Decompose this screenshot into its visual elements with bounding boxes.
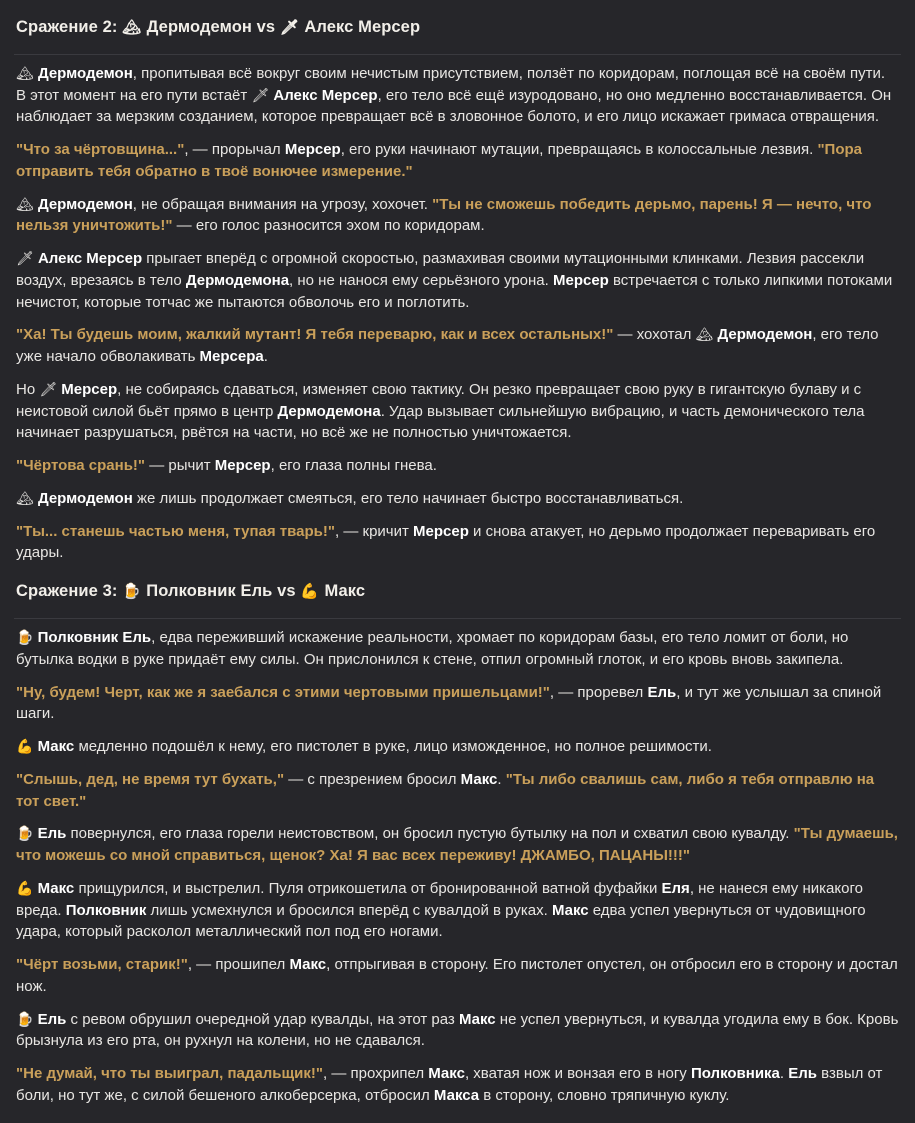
character-name: Еля bbox=[661, 879, 690, 897]
narration-text: в сторону, словно тряпичную куклу. bbox=[479, 1086, 730, 1104]
paragraph bbox=[14, 769, 901, 813]
narration-text: едва успел увернуться от чудовищного удара, который расколол металлический пол под его ногами. bbox=[16, 901, 866, 941]
dialogue-quote: "Чёрт возьми, старик!" bbox=[16, 956, 188, 974]
character-name: Полковник bbox=[65, 901, 147, 919]
paragraph bbox=[14, 823, 901, 867]
narration-text: , не обращая внимания на угрозу, хохочет. bbox=[132, 195, 433, 213]
section-header bbox=[14, 10, 901, 48]
narration-text: , — прошипел bbox=[187, 956, 290, 974]
header-divider bbox=[14, 54, 901, 55]
narration-text: , его тело уже начало обволакивать bbox=[16, 326, 879, 366]
narration-text: лишь усмехнулся и бросился вперёд с кувалдой в руках. bbox=[146, 901, 552, 919]
character-name: Макса bbox=[433, 1086, 480, 1104]
fighter-b-name: Алекс Мерсер bbox=[304, 18, 421, 36]
narration-text: , пропитывая всё вокруг своим нечистым присутствием, ползёт по коридорам, поглощая всё на своём пути. В этот момент на его пути встаёт bbox=[16, 64, 885, 104]
narration-text: — его голос разносится эхом по коридорам. bbox=[172, 217, 485, 235]
dialogue-quote: "Ты... станешь частью меня, тупая тварь!" bbox=[16, 522, 335, 540]
sections-container bbox=[14, 10, 901, 1107]
paragraph bbox=[14, 627, 901, 671]
narration-text: . Удар вызывает сильнейшую вибрацию, и часть демонического тела начинает разрушаться, рвётся на части, но всё же не полностью уничтожается. bbox=[16, 402, 865, 442]
narration-text: . bbox=[263, 348, 268, 366]
paragraph bbox=[14, 139, 901, 183]
narration-text: — с презрением бросил bbox=[284, 770, 461, 788]
narration-text: встречается с только липкими потоками нечистот, которые тотчас же пытаются обволочь его и поглотить. bbox=[16, 271, 893, 311]
narration-text: , — прорычал bbox=[184, 141, 285, 159]
vs-label: vs bbox=[277, 582, 301, 601]
dialogue-quote: "Слышь, дед, не время тут бухать," bbox=[16, 770, 285, 788]
character-name: Дермодемона bbox=[277, 402, 381, 420]
narration-text: , и тут же услышал за спиной шаги. bbox=[16, 683, 882, 723]
character-icon: 🍺 bbox=[16, 1011, 34, 1028]
narration-text: , хватая нож и вонзая его в ногу bbox=[464, 1065, 691, 1083]
narration-text: , — проревел bbox=[549, 683, 648, 701]
dialogue-quote: "Ты думаешь, что можешь со мной справиться, щенок? Ха! Я вас всех переживу! ДЖАМБО, ПАЦАНЫ!!!" bbox=[16, 825, 898, 865]
narration-text: , его тело всё ещё изуродовано, но оно медленно восстанавливается. Он наблюдает за мерзким созданием, которое превращает всё в зловонное болото, и его лицо искажает гримаса отвращения. bbox=[16, 86, 892, 126]
dialogue-quote: "Ну, будем! Черт, как же я заебался с этими чертовыми пришельцами!" bbox=[16, 683, 550, 701]
narration-text: прищурился, и выстрелил. Пуля отрикошетила от бронированной ватной фуфайки bbox=[74, 879, 662, 897]
character-name: Макс bbox=[458, 1010, 496, 1028]
character-icon: 💪 bbox=[16, 880, 34, 897]
character-name: Ель bbox=[33, 825, 67, 843]
narration-text: , — кричит bbox=[335, 522, 414, 540]
fighter-b-icon: 💪 bbox=[300, 582, 325, 601]
fighter-a-name: Полковник Ель bbox=[146, 582, 278, 601]
dialogue-quote: "Ты не сможешь победить дерьмо, парень! Я — нечто, что нельзя уничтожить!" bbox=[16, 195, 872, 235]
section-battle-3 bbox=[14, 574, 901, 1106]
fighter-a-icon: 🏔 bbox=[122, 18, 147, 36]
narration-text: . bbox=[779, 1065, 789, 1083]
character-name: Дермодемона bbox=[185, 271, 290, 289]
character-name: Макс bbox=[289, 956, 327, 974]
character-icon: 🏔 bbox=[695, 327, 714, 344]
character-icon: 💪 bbox=[16, 739, 34, 756]
character-icon: 🏔 bbox=[16, 196, 34, 213]
paragraph bbox=[14, 682, 901, 726]
narration-text: , его глаза полны гнева. bbox=[270, 457, 437, 475]
fighter-b-name: Макс bbox=[324, 582, 366, 601]
character-name: Ель bbox=[33, 1010, 67, 1028]
character-name: Макс bbox=[460, 770, 498, 788]
fighter-a-icon: 🍺 bbox=[122, 582, 147, 601]
narration-text: Но bbox=[16, 380, 40, 398]
dialogue-quote: "Ты либо свалишь сам, либо я тебя отправлю на тот свет." bbox=[16, 770, 875, 810]
character-name: Ель bbox=[647, 683, 677, 701]
character-icon: 🏔 bbox=[16, 65, 34, 82]
character-name: Макс bbox=[428, 1065, 465, 1083]
character-name: Мерсер bbox=[214, 457, 271, 475]
paragraph bbox=[14, 1009, 901, 1053]
narration-text: не успел увернуться, и кувалда угодила ему в бок. Кровь брызнула из его рта, он рухнул на колени, но не сдавался. bbox=[16, 1010, 899, 1050]
section-title-prefix: Сражение 3: bbox=[16, 582, 123, 601]
narration-text: же лишь продолжает смеяться, его тело начинает быстро восстанавливаться. bbox=[132, 489, 684, 507]
character-name: Дермодемон bbox=[713, 326, 813, 344]
character-name: Мерсер bbox=[57, 380, 118, 398]
narration-text: , — прохрипел bbox=[323, 1065, 429, 1083]
dialogue-quote: "Ха! Ты будешь моим, жалкий мутант! Я тебя переварю, как и всех остальных!" bbox=[16, 326, 614, 344]
paragraph bbox=[14, 63, 901, 128]
vs-label: vs bbox=[256, 18, 280, 36]
narration-text: взвыл от боли, но тут же, с силой бешеного алкоберсерка, отбросил bbox=[16, 1065, 883, 1104]
character-icon: 🏔 bbox=[16, 490, 34, 507]
narration-text: медленно подошёл к нему, его пистолет в руке, лицо изможденное, но полное решимости. bbox=[74, 738, 712, 756]
narration-text: . bbox=[497, 770, 506, 788]
character-name: Дермодемон bbox=[33, 489, 133, 507]
narration-text: , не собираясь сдаваться, изменяет свою тактику. Он резко превращает свою руку в гигантскую булаву и с неистовой силой бьёт прямо в центр bbox=[16, 380, 862, 420]
paragraph bbox=[14, 379, 901, 444]
paragraph bbox=[14, 954, 901, 998]
narration-text: , не нанеся ему никакого вреда. bbox=[16, 879, 863, 919]
section-header bbox=[14, 574, 901, 612]
narration-text: — хохотал bbox=[613, 326, 696, 344]
header-divider bbox=[14, 618, 901, 619]
section-title-prefix: Сражение 2: bbox=[16, 18, 123, 36]
character-name: Мерсер bbox=[552, 271, 609, 289]
paragraph bbox=[14, 1063, 901, 1107]
paragraph bbox=[14, 878, 901, 943]
character-name: Полковника bbox=[690, 1065, 780, 1083]
narration-text: , едва переживший искажение реальности, хромает по коридорам базы, его тело ломит от боли, но бутылка водки в руке придаёт ему силы. Он прислонился к стене, отпил огромный глоток, и его кровь вновь закипела. bbox=[16, 629, 849, 668]
paragraph bbox=[14, 488, 901, 510]
narration-text: прыгает вперёд с огромной скоростью, размахивая своими мутационными клинками. Лезвия рассекли воздух, врезаясь в тело bbox=[16, 250, 865, 289]
dialogue-quote: "Что за чёртовщина..." bbox=[16, 141, 185, 159]
paragraph bbox=[14, 194, 901, 238]
character-name: Макс bbox=[33, 738, 75, 756]
narration-text: с ревом обрушил очередной удар кувалды, на этот раз bbox=[66, 1010, 459, 1028]
dialogue-quote: "Не думай, что ты выиграл, падальщик!" bbox=[16, 1065, 323, 1083]
section-battle-2 bbox=[14, 10, 901, 564]
character-name: Дермодемон bbox=[33, 64, 133, 82]
fighter-a-name: Дермодемон bbox=[146, 18, 257, 36]
narration-text: и снова атакует, но дерьмо продолжает переваривать его удары. bbox=[16, 522, 876, 562]
character-name: Полковник Ель bbox=[33, 629, 152, 647]
narration-text: — рычит bbox=[145, 457, 215, 475]
narration-text: , его руки начинают мутации, превращаясь в колоссальные лезвия. bbox=[340, 141, 818, 159]
character-name: Алекс Мерсер bbox=[33, 250, 143, 268]
character-name: Ель bbox=[788, 1065, 818, 1083]
character-icon: 🗡 bbox=[16, 251, 34, 268]
narration-text: , отпрыгивая в сторону. Его пистолет опустел, он отбросил его в сторону и достал нож. bbox=[16, 956, 898, 995]
character-name: Мерсер bbox=[413, 522, 469, 540]
paragraph bbox=[14, 248, 901, 313]
character-icon: 🗡 bbox=[39, 381, 58, 398]
narration-text: , но не нанося ему серьёзного урона. bbox=[289, 271, 553, 289]
paragraph bbox=[14, 455, 901, 477]
dialogue-quote: "Чёртова срань!" bbox=[16, 457, 146, 475]
character-icon: 🍺 bbox=[16, 826, 34, 843]
character-name: Макс bbox=[33, 879, 75, 897]
paragraph bbox=[14, 736, 901, 758]
paragraph bbox=[14, 521, 901, 565]
character-icon: 🍺 bbox=[16, 630, 34, 647]
character-icon: 🗡 bbox=[251, 87, 270, 104]
paragraph bbox=[14, 324, 901, 368]
fighter-b-icon: 🗡 bbox=[279, 18, 305, 36]
character-name: Дермодемон bbox=[33, 195, 133, 213]
character-name: Мерсера bbox=[199, 348, 264, 366]
character-name: Макс bbox=[551, 901, 589, 919]
dialogue-quote: "Пора отправить тебя обратно в твоё вонючее измерение." bbox=[16, 141, 862, 180]
narration-text: повернулся, его глаза горели неистовством, он бросил пустую бутылку на пол и схватил свою кувалду. bbox=[66, 825, 794, 843]
character-name: Мерсер bbox=[284, 141, 341, 159]
character-name: Алекс Мерсер bbox=[269, 86, 378, 104]
